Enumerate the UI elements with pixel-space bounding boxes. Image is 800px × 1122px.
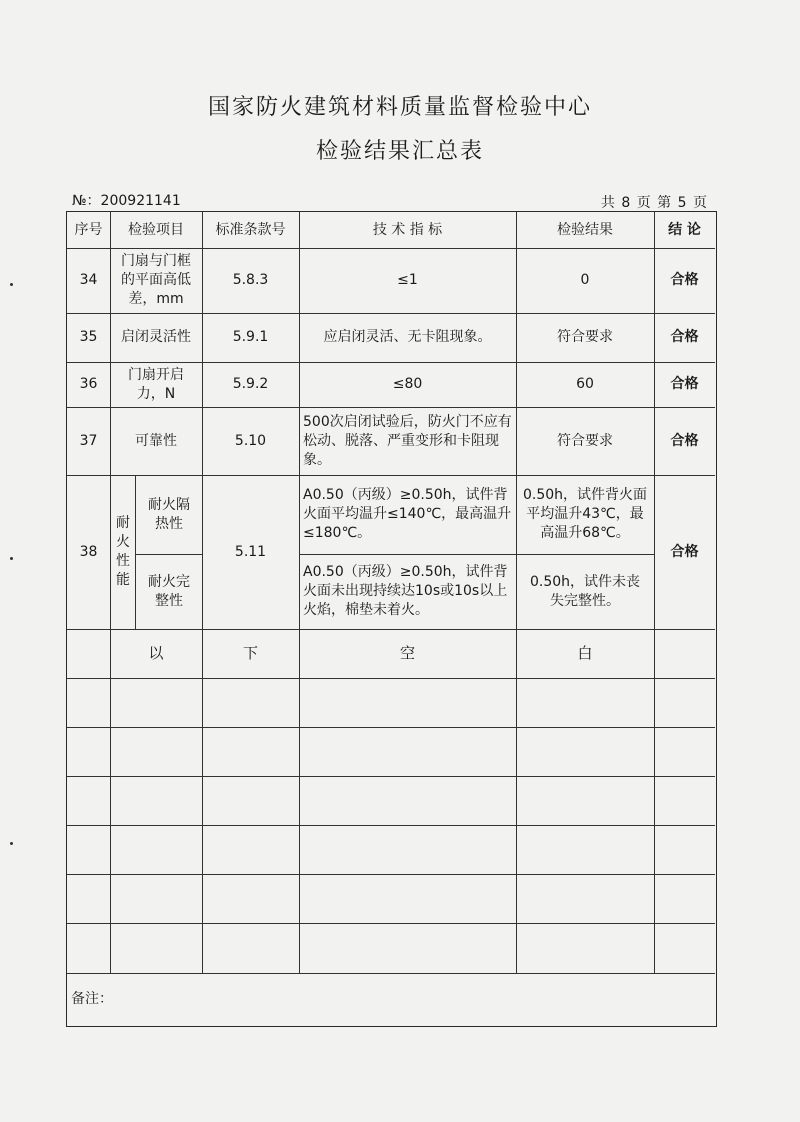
table-row-seq: 38 <box>79 543 98 560</box>
table-row-seq: 36 <box>79 376 98 392</box>
col-header-result: 检验结果 <box>557 221 613 238</box>
table-row-result: 0 <box>580 272 590 288</box>
col-header-item: 检验项目 <box>128 221 184 238</box>
table-row-item: 启闭灵活性 <box>121 329 191 345</box>
col-header-conclusion: 结 论 <box>668 221 701 238</box>
blank-mark: 下 <box>242 644 258 662</box>
table-row-conclusion: 合格 <box>670 543 699 560</box>
page-title: 检验结果汇总表 <box>315 139 484 164</box>
blank-mark: 白 <box>577 644 593 662</box>
table-row-spec: ≤80 <box>392 376 423 392</box>
scan-dot <box>10 283 13 286</box>
table-row-clause: 5.10 <box>234 432 267 449</box>
table-row-result: 60 <box>576 376 594 392</box>
group-label: 耐火性能 <box>116 515 130 588</box>
remarks-label: 备注： <box>71 991 113 1007</box>
sub-item-integrity: 耐火完整性 <box>148 573 190 609</box>
table-row-seq: 37 <box>79 432 98 449</box>
page-info: 共 8 页 第 5 页 <box>600 195 708 211</box>
scan-dot <box>10 557 13 560</box>
col-header-seq: 序号 <box>74 221 103 238</box>
sub-result-integrity: 0.50h，试件未丧失完整性。 <box>529 573 641 609</box>
table-row-conclusion: 合格 <box>670 329 699 345</box>
table-row-seq: 34 <box>79 272 98 288</box>
col-header-spec: 技 术 指 标 <box>372 221 443 238</box>
table-row-conclusion: 合格 <box>670 376 699 392</box>
blank-mark: 空 <box>399 644 415 662</box>
doc-number: №：200921141 <box>72 193 181 209</box>
scan-dot <box>10 842 13 845</box>
table-row-spec: 应启闭灵活、无卡阻现象。 <box>323 329 492 345</box>
table-row-seq: 35 <box>79 329 98 345</box>
table-row-conclusion: 合格 <box>670 432 699 449</box>
table-row-result: 符合要求 <box>557 432 613 449</box>
table-row-result: 符合要求 <box>557 329 613 345</box>
table-row-clause: 5.9.2 <box>232 376 269 392</box>
sub-result-insulation: 0.50h，试件背火面平均温升43℃，最高温升68℃。 <box>522 487 648 541</box>
table-row-item: 门扇与门框的平面高低差，mm <box>121 253 191 307</box>
sub-spec-integrity: A0.50（丙级）≥0.50h，试件背火面未出现持续达10s或10s以上火焰，棉垫未着火。 <box>303 564 508 618</box>
sub-item-insulation: 耐火隔热性 <box>148 496 190 532</box>
col-header-clause: 标准条款号 <box>215 221 286 238</box>
table-row-clause: 5.11 <box>234 543 267 560</box>
table-row-conclusion: 合格 <box>670 272 699 288</box>
table-row-spec: ≤1 <box>397 272 418 288</box>
org-title: 国家防火建筑材料质量监督检验中心 <box>207 95 592 120</box>
sub-spec-insulation: A0.50（丙级）≥0.50h，试件背火面平均温升≤140℃，最高温升≤180℃。 <box>303 487 512 541</box>
table-row-item: 可靠性 <box>135 432 177 449</box>
table-row-clause: 5.8.3 <box>232 272 269 288</box>
table-row-item: 门扇开启力，N <box>128 366 184 402</box>
table-row-spec: 500次启闭试验后，防火门不应有松动、脱落、严重变形和卡阻现象。 <box>303 413 512 468</box>
blank-mark: 以 <box>148 644 164 662</box>
table-row-clause: 5.9.1 <box>232 329 269 345</box>
results-table <box>66 211 717 1027</box>
